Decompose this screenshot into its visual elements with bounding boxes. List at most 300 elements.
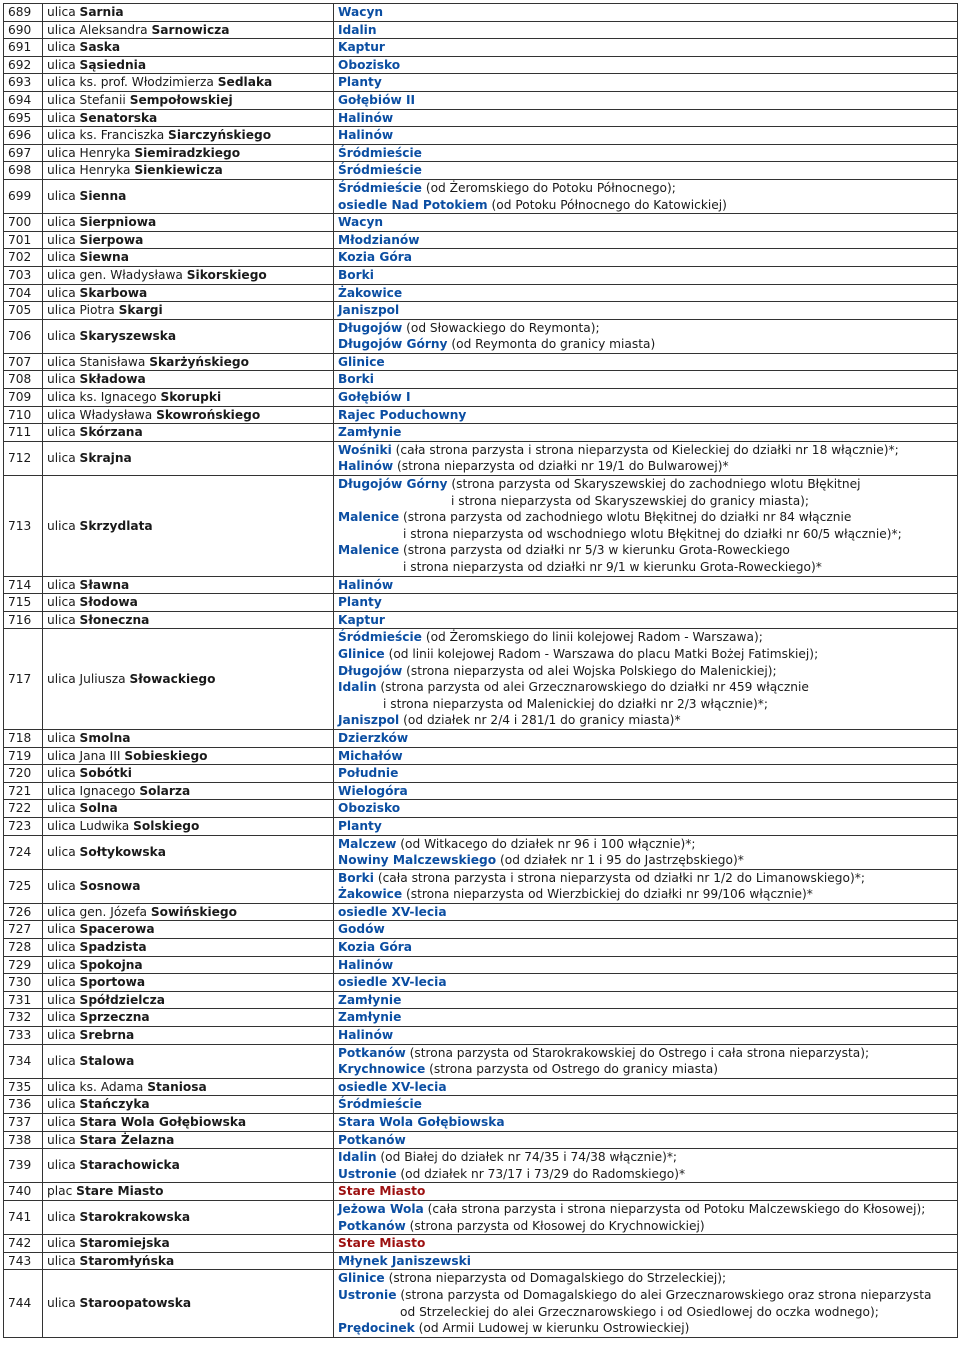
district-line — [338, 197, 953, 214]
table-row — [4, 91, 958, 109]
district-name: Wacyn — [338, 5, 384, 19]
district-note-continuation: i strona nieparzysta od działki nr 9/1 w kierunku Grota-Roweckiego)* — [403, 560, 822, 574]
street-cell — [43, 389, 334, 407]
street-type: ulica — [47, 801, 76, 816]
district-name: Krychnowice — [338, 1062, 426, 1077]
table-row — [4, 594, 958, 612]
district-cell — [334, 1114, 958, 1132]
street-type: ulica — [47, 992, 76, 1007]
row-number: 742 — [4, 1235, 43, 1253]
table-row — [4, 353, 958, 371]
street-cell — [43, 1149, 334, 1183]
district-cell — [334, 1078, 958, 1096]
street-type: ulica — [47, 425, 76, 440]
row-number: 744 — [4, 1270, 43, 1337]
streets-table-body — [4, 4, 958, 1338]
table-row — [4, 162, 958, 180]
district-name: Halinów — [338, 577, 394, 592]
district-line — [338, 162, 953, 179]
row-number: 701 — [4, 231, 43, 249]
street-name: Składowa — [79, 372, 146, 387]
district-name: Glinice — [338, 354, 385, 369]
street-cell — [43, 127, 334, 145]
district-name: Kozia Góra — [338, 940, 412, 955]
street-cell — [43, 1078, 334, 1096]
street-type: ulica — [47, 940, 76, 955]
row-number: 743 — [4, 1252, 43, 1270]
street-type: ulica — [47, 878, 76, 893]
district-cell — [334, 1009, 958, 1027]
table-row — [4, 144, 958, 162]
street-cell — [43, 21, 334, 39]
district-cell — [334, 179, 958, 213]
street-type: ulica — [47, 844, 76, 859]
district-name: Długojów Górny — [338, 477, 448, 492]
district-line — [338, 646, 953, 663]
street-cell — [43, 956, 334, 974]
row-number: 699 — [4, 179, 43, 213]
district-cell — [334, 127, 958, 145]
table-row — [4, 903, 958, 921]
row-number: 709 — [4, 389, 43, 407]
district-line — [338, 974, 953, 991]
street-cell — [43, 747, 334, 765]
district-cell — [334, 974, 958, 992]
row-number: 726 — [4, 903, 43, 921]
street-type: ulica — [47, 957, 76, 972]
district-cell — [334, 1235, 958, 1253]
district-line — [338, 904, 953, 921]
district-cell — [334, 1252, 958, 1270]
row-number: 738 — [4, 1131, 43, 1149]
street-type: ulica — [47, 1053, 76, 1068]
street-type: ulica — [47, 1236, 76, 1251]
district-cell — [334, 782, 958, 800]
district-note: (strona nieparzysta od Wierzbickiej do działki nr 99/106 włącznie)* — [406, 887, 813, 902]
street-cell — [43, 249, 334, 267]
row-number: 739 — [4, 1149, 43, 1183]
table-row — [4, 1183, 958, 1201]
street-cell — [43, 1114, 334, 1132]
district-name: Janiszpol — [338, 303, 400, 318]
district-name: osiedle XV-lecia — [338, 1079, 447, 1094]
street-cell — [43, 74, 334, 92]
district-line — [338, 267, 953, 284]
district-line — [338, 1027, 953, 1044]
street-type: ulica — [47, 1296, 76, 1311]
table-row — [4, 1096, 958, 1114]
district-name: Borki — [338, 870, 374, 885]
row-number: 736 — [4, 1096, 43, 1114]
row-number: 717 — [4, 629, 43, 730]
table-row — [4, 1270, 958, 1337]
table-row — [4, 4, 958, 22]
row-number: 696 — [4, 127, 43, 145]
district-line — [338, 389, 953, 406]
street-name: Sosnowa — [79, 878, 141, 893]
row-number: 715 — [4, 594, 43, 612]
street-name: Sławna — [79, 577, 130, 592]
district-line — [338, 765, 953, 782]
street-type: ulica — [47, 328, 76, 343]
district-cell — [334, 765, 958, 783]
street-name: Sarnowicza — [151, 22, 230, 37]
row-number: 734 — [4, 1044, 43, 1078]
street-cell — [43, 629, 334, 730]
street-cell — [43, 302, 334, 320]
table-row — [4, 1044, 958, 1078]
table-row — [4, 629, 958, 730]
district-name: Halinów — [338, 459, 394, 474]
street-name: Saska — [79, 40, 121, 55]
district-name: Wośniki — [338, 442, 392, 457]
table-row — [4, 1027, 958, 1045]
district-cell — [334, 1131, 958, 1149]
street-cell — [43, 991, 334, 1009]
table-row — [4, 800, 958, 818]
street-type: ulica — [47, 1253, 76, 1268]
row-number: 698 — [4, 162, 43, 180]
street-type: ulica — [47, 612, 76, 627]
district-name: Kaptur — [338, 40, 385, 55]
district-cell — [334, 319, 958, 353]
district-line — [338, 22, 953, 39]
row-number: 702 — [4, 249, 43, 267]
district-note: (od Słowackiego do Reymonta); — [406, 320, 600, 335]
district-name: Gołębiów I — [338, 390, 411, 405]
table-row — [4, 956, 958, 974]
table-row — [4, 319, 958, 353]
district-line — [338, 1320, 953, 1337]
row-number: 705 — [4, 302, 43, 320]
row-number: 724 — [4, 835, 43, 869]
district-note: (od Reymonta do granicy miasta) — [451, 337, 656, 352]
district-cell — [334, 39, 958, 57]
street-cell — [43, 39, 334, 57]
district-line — [338, 336, 953, 353]
street-cell — [43, 1200, 334, 1234]
street-name: Spadzista — [79, 940, 147, 955]
street-name: Starachowicka — [79, 1158, 180, 1173]
district-note: (od działek nr 2/4 i 281/1 do granicy miasta)* — [403, 713, 681, 728]
district-note: (strona nieparzysta od działki nr 19/1 do Bulwarowej)* — [396, 459, 729, 474]
street-cell — [43, 1131, 334, 1149]
street-cell — [43, 729, 334, 747]
row-number: 732 — [4, 1009, 43, 1027]
street-cell — [43, 939, 334, 957]
district-name: Jeżowa Wola — [338, 1201, 424, 1216]
street-name: Starokrakowska — [79, 1210, 191, 1225]
table-row — [4, 1009, 958, 1027]
district-line — [338, 1235, 953, 1252]
district-name: Młynek Janiszewski — [338, 1253, 471, 1268]
district-name: Malenice — [338, 510, 400, 525]
street-cell — [43, 869, 334, 903]
row-number: 728 — [4, 939, 43, 957]
street-name: Słodowa — [79, 595, 138, 610]
table-row — [4, 109, 958, 127]
district-name: Żakowice — [338, 887, 403, 902]
district-line — [338, 509, 953, 526]
district-line — [338, 852, 953, 869]
district-note-continuation: i strona nieparzysta od wschodniego wlotu Błękitnej do działki nr 60/5 włącznie)*; — [403, 526, 902, 541]
street-name: Staniosa — [147, 1079, 207, 1094]
district-note: (od Armii Ludowej w kierunku Ostrowieckiej) — [418, 1321, 690, 1336]
row-number: 704 — [4, 284, 43, 302]
district-cell — [334, 817, 958, 835]
street-type: ulica ks. prof. Włodzimierza — [47, 75, 214, 90]
district-cell — [334, 389, 958, 407]
street-cell — [43, 144, 334, 162]
street-name: Sowińskiego — [150, 904, 237, 919]
district-cell — [334, 1044, 958, 1078]
table-row — [4, 1252, 958, 1270]
street-name: Słoneczna — [79, 612, 150, 627]
table-row — [4, 921, 958, 939]
district-note: (strona parzysta od zachodniego wlotu Błękitnej do działki nr 84 włącznie — [403, 510, 852, 525]
district-note: (od linii kolejowej Radom - Warszawa do placu Matki Bożej Fatimskiej); — [388, 646, 819, 661]
district-note: (strona parzysta od Domagalskiego do alei Grzecznarowskiego oraz strona nieparzysta — [400, 1287, 932, 1302]
street-type: ulica Piotra — [47, 303, 115, 318]
district-name: Długojów Górny — [338, 337, 448, 352]
street-cell — [43, 1183, 334, 1201]
row-number: 740 — [4, 1183, 43, 1201]
street-name: Spokojna — [79, 957, 143, 972]
district-cell — [334, 406, 958, 424]
street-type: ulica — [47, 189, 76, 204]
street-name: Stara Wola Gołębiowska — [79, 1115, 247, 1129]
street-cell — [43, 179, 334, 213]
district-name: Kaptur — [338, 612, 385, 627]
district-line — [338, 1201, 953, 1218]
district-note: (strona parzysta od alei Grzecznarowskiego do działki nr 459 włącznie — [380, 680, 809, 695]
district-name: Dzierzków — [338, 730, 409, 745]
street-type: ulica Henryka — [47, 145, 131, 160]
table-row — [4, 835, 958, 869]
row-number: 716 — [4, 611, 43, 629]
district-cell — [334, 109, 958, 127]
district-note: (od Żeromskiego do Potoku Północnego); — [425, 180, 676, 195]
district-name: Planty — [338, 818, 382, 833]
row-number: 725 — [4, 869, 43, 903]
district-name: osiedle XV-lecia — [338, 975, 447, 990]
district-name: Rajec Poduchowny — [338, 407, 467, 422]
street-cell — [43, 1235, 334, 1253]
street-cell — [43, 406, 334, 424]
table-row — [4, 782, 958, 800]
district-line — [338, 92, 953, 109]
district-line — [338, 992, 953, 1009]
district-line — [338, 939, 953, 956]
street-name: Stara Żelazna — [79, 1132, 175, 1147]
district-name: osiedle Nad Potokiem — [338, 197, 488, 212]
street-type: ulica Stanisława — [47, 354, 146, 369]
street-cell — [43, 91, 334, 109]
district-note: (cała strona parzysta i strona nieparzysta od działki nr 1/2 do Limanowskiego)*; — [377, 870, 865, 885]
table-row — [4, 729, 958, 747]
district-name: Południe — [338, 766, 399, 781]
table-row — [4, 974, 958, 992]
street-name: Sarnia — [79, 5, 124, 19]
district-name: Nowiny Malczewskiego — [338, 853, 497, 868]
district-line — [338, 180, 953, 197]
district-line — [338, 1132, 953, 1149]
district-line — [338, 232, 953, 249]
district-cell — [334, 835, 958, 869]
table-row — [4, 939, 958, 957]
row-number: 729 — [4, 956, 43, 974]
district-line — [338, 730, 953, 747]
row-number: 689 — [4, 4, 43, 22]
street-type: ulica — [47, 451, 76, 466]
table-row — [4, 214, 958, 232]
street-name: Staroopatowska — [79, 1296, 192, 1311]
district-name: osiedle XV-lecia — [338, 904, 447, 919]
district-cell — [334, 353, 958, 371]
street-cell — [43, 800, 334, 818]
row-number: 720 — [4, 765, 43, 783]
district-note: (strona parzysta od Kłosowej do Krychnowickiej) — [409, 1218, 705, 1233]
district-name: Stara Wola Gołębiowska — [338, 1115, 505, 1129]
street-type: plac — [47, 1184, 73, 1199]
district-cell — [334, 1200, 958, 1234]
street-cell — [43, 594, 334, 612]
street-type: ulica — [47, 110, 76, 125]
district-name: Ustronie — [338, 1166, 397, 1181]
street-type: ulica ks. Ignacego — [47, 390, 157, 405]
district-name: Gołębiów II — [338, 92, 416, 107]
district-cell — [334, 214, 958, 232]
district-name: Stare Miasto — [338, 1184, 426, 1199]
district-name: Zamłynie — [338, 1010, 402, 1025]
street-name: Solarza — [139, 783, 191, 798]
table-row — [4, 424, 958, 442]
district-line — [338, 285, 953, 302]
street-type: ulica — [47, 57, 76, 72]
district-line — [338, 594, 953, 611]
district-name: Młodzianów — [338, 232, 420, 247]
row-number: 733 — [4, 1027, 43, 1045]
street-type: ulica — [47, 1010, 76, 1025]
street-cell — [43, 319, 334, 353]
street-type: ulica — [47, 730, 76, 745]
district-note: (cała strona parzysta i strona nieparzysta od Kieleckiej do działki nr 18 włącznie)*; — [395, 442, 899, 457]
row-number: 693 — [4, 74, 43, 92]
district-cell — [334, 869, 958, 903]
street-cell — [43, 109, 334, 127]
table-row — [4, 371, 958, 389]
district-line — [338, 320, 953, 337]
district-cell — [334, 476, 958, 577]
street-type: ulica Aleksandra — [47, 22, 148, 37]
table-row — [4, 406, 958, 424]
district-line — [338, 4, 953, 21]
street-type: ulica gen. Władysława — [47, 267, 183, 282]
district-cell — [334, 424, 958, 442]
table-row — [4, 284, 958, 302]
district-line — [338, 1096, 953, 1113]
district-line — [338, 74, 953, 91]
district-line — [338, 1079, 953, 1096]
district-name: Idalin — [338, 1150, 377, 1165]
street-type: ulica Ludwika — [47, 818, 130, 833]
row-number: 708 — [4, 371, 43, 389]
district-cell — [334, 747, 958, 765]
district-note: (strona nieparzysta od Domagalskiego do Strzeleckiej); — [388, 1271, 727, 1286]
street-cell — [43, 817, 334, 835]
street-cell — [43, 441, 334, 475]
table-row — [4, 765, 958, 783]
district-cell — [334, 284, 958, 302]
district-cell — [334, 1183, 958, 1201]
street-type: ulica — [47, 577, 76, 592]
district-note-continuation: i strona nieparzysta od Malenickiej do działki nr 2/3 włącznie)*; — [383, 696, 769, 711]
row-number: 697 — [4, 144, 43, 162]
district-line — [338, 1218, 953, 1235]
street-name: Staromiejska — [79, 1236, 170, 1251]
street-cell — [43, 266, 334, 284]
district-cell — [334, 144, 958, 162]
district-name: Planty — [338, 595, 382, 610]
street-cell — [43, 56, 334, 74]
row-number: 730 — [4, 974, 43, 992]
district-line — [338, 800, 953, 817]
street-type: ulica Henryka — [47, 163, 131, 178]
row-number: 713 — [4, 476, 43, 577]
district-name: Potkanów — [338, 1132, 406, 1147]
table-row — [4, 21, 958, 39]
district-name: Halinów — [338, 110, 394, 125]
street-cell — [43, 903, 334, 921]
district-name: Kozia Góra — [338, 250, 412, 265]
district-note-continuation: od Strzeleckiej do alei Grzecznarowskiego i od Osiedlowej do oczka wodnego); — [400, 1304, 879, 1319]
district-line — [338, 663, 953, 680]
street-name: Skargi — [118, 303, 163, 318]
street-name: Siewna — [79, 250, 129, 265]
street-name: Siemiradzkiego — [134, 145, 241, 160]
district-name: Malenice — [338, 543, 400, 558]
street-type: ulica — [47, 922, 76, 937]
district-name: Wielogóra — [338, 783, 408, 798]
street-type: ulica — [47, 1097, 76, 1112]
district-cell — [334, 441, 958, 475]
table-row — [4, 747, 958, 765]
street-name: Skórzana — [79, 425, 143, 440]
row-number: 694 — [4, 91, 43, 109]
street-type: ulica ks. Adama — [47, 1079, 144, 1094]
district-line — [338, 870, 953, 887]
street-type: ulica Stefanii — [47, 92, 126, 107]
street-type: ulica — [47, 766, 76, 781]
table-row — [4, 441, 958, 475]
table-row — [4, 611, 958, 629]
street-name: Smolna — [79, 730, 131, 745]
district-line — [338, 1009, 953, 1026]
district-line — [338, 1061, 953, 1078]
table-row — [4, 476, 958, 577]
district-cell — [334, 729, 958, 747]
district-name: Długojów — [338, 663, 403, 678]
street-name: Skowrońskiego — [156, 407, 261, 422]
street-name: Sportowa — [79, 975, 146, 990]
row-number: 722 — [4, 800, 43, 818]
district-cell — [334, 991, 958, 1009]
district-line — [338, 1270, 953, 1287]
row-number: 712 — [4, 441, 43, 475]
district-note: (od działek nr 73/17 i 73/29 do Radomskiego)* — [400, 1166, 686, 1181]
district-line — [338, 476, 953, 493]
district-cell — [334, 800, 958, 818]
